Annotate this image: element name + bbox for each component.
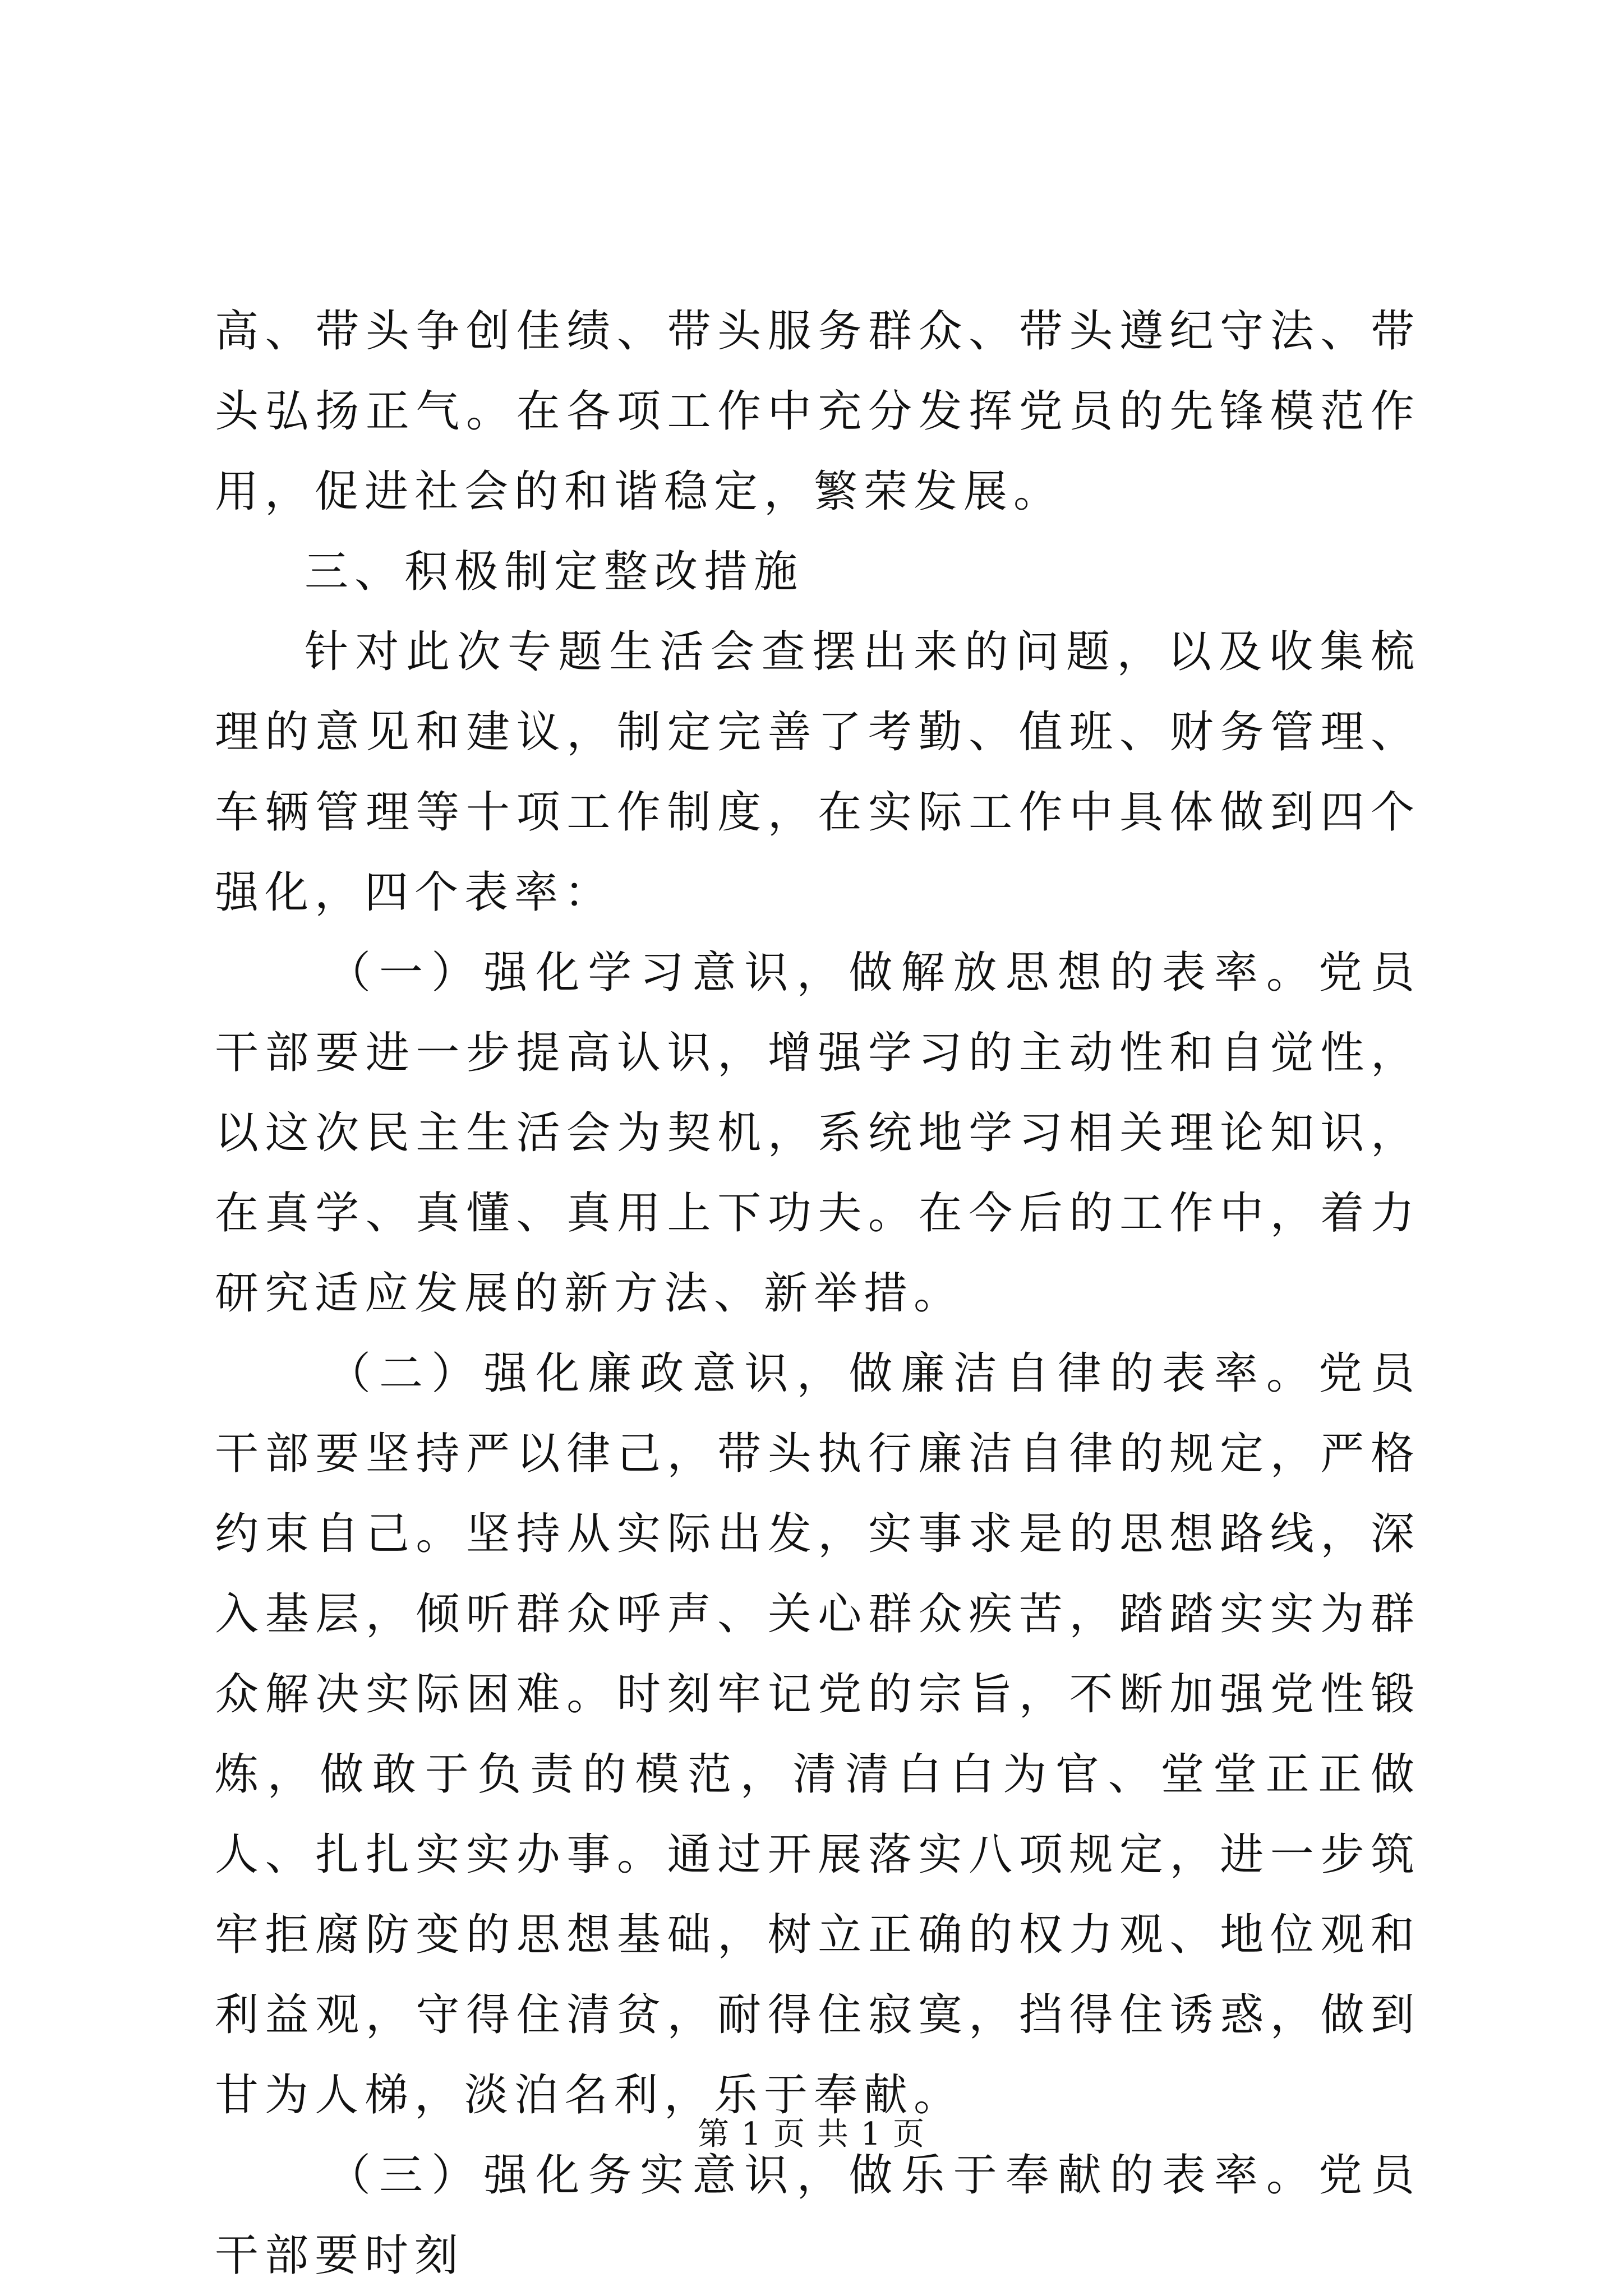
section-heading: 三、积极制定整改措施 (305, 547, 804, 597)
paragraph-intro: 针对此次专题生活会查摆出来的问题，以及收集梳理的意见和建议，制定完善了考勤、值班、财务管理、车辆管理等十项工作制度，在实际工作中具体做到四个强化，四个表率： (215, 627, 1421, 918)
page-footer: 第 1 页 共 1 页 (697, 2116, 926, 2152)
paragraph-item-3: （三）强化务实意识，做乐于奉献的表率。党员干部要时刻 (215, 2150, 1421, 2281)
document-body (215, 292, 1421, 2296)
paragraph-continuation: 高、带头争创佳绩、带头服务群众、带头遵纪守法、带头弘扬正气。在各项工作中充分发挥党员的先锋模范作用，促进社会的和谐稳定，繁荣发展。 (215, 306, 1421, 517)
paragraph-item-2: （二）强化廉政意识，做廉洁自律的表率。党员干部要坚持严以律己，带头执行廉洁自律的规定，严格约束自己。坚持从实际出发，实事求是的思想路线，深入基层，倾听群众呼声、关心群众疾苦，踏踏实实为群众解决实际困难。时刻牢记党的宗旨，不断加强党性锻炼，做敢于负责的模范，清清白白为官、堂堂正正做人、扎扎实实办事。通过开展落实八项规定，进一步筑牢拒腐防变的思想基础，树立正确的权力观、地位观和利益观，守得住清贫，耐得住寂寞，挡得住诱惑，做到甘为人梯，淡泊名利，乐于奉献。 (215, 1348, 1421, 2121)
paragraph-item-1: （一）强化学习意识，做解放思想的表率。党员干部要进一步提高认识，增强学习的主动性和自觉性，以这次民主生活会为契机，系统地学习相关理论知识，在真学、真懂、真用上下功夫。在今后的工作中，着力研究适应发展的新方法、新举措。 (215, 948, 1421, 1319)
